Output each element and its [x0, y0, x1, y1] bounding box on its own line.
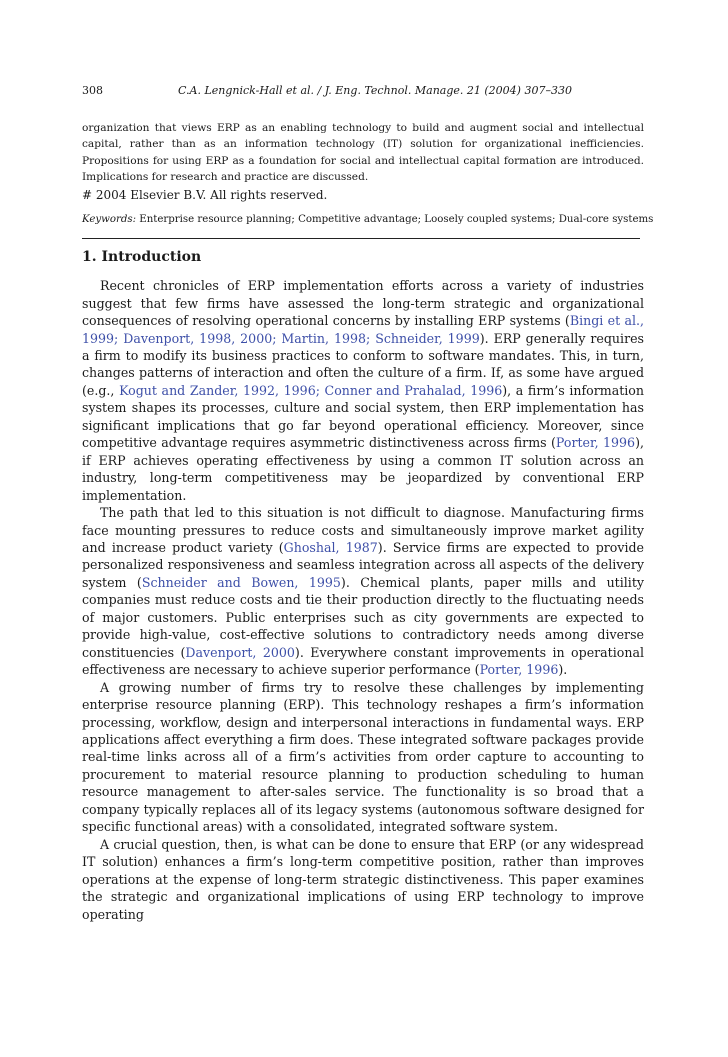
running-title: C.A. Lengnick-Hall et al. / J. Eng. Technol. Manage. 21 (2004) 307–330 [178, 84, 572, 97]
keywords-text: Enterprise resource planning; Competitive advantage; Loosely coupled systems; Dual-core systems [139, 214, 654, 226]
citation-link[interactable]: Davenport, 2000 [185, 644, 295, 660]
p2-text-2: ). Service firms are expected to provide personalized responsiveness and seamless integration across all aspects of the delivery system ( [82, 539, 645, 590]
citation-link[interactable]: Ghoshal, 1987 [283, 539, 378, 555]
paragraph-3: A growing number of firms try to resolve these challenges by implementing enterprise resource planning (ERP). This technology reshapes a firm’s information processing, workflow, design and interpersonal interactions in fundamental ways. ERP applications affect everything a firm does. These integrated software packages provide real-time links across all of a firm’s activities from order capture to accounting to procurement to material resource planning to production scheduling to human resource management to after-sales service. The functionality is so broad that a company typically replaces all of its legacy systems (autonomous software designed for specific functional areas) with a consolidated, integrated software system. [82, 679, 644, 835]
p2-text-4: ). Everywhere constant improvements in operational effectiveness are necessary to achieve superior performance ( [82, 644, 644, 678]
paragraph-1 [82, 277, 644, 504]
p1-text-1: Recent chronicles of ERP implementation efforts across a variety of industries suggest that few firms have assessed the long-term strategic and organizational consequences of resolving operational concerns by installing ERP systems ( [82, 278, 644, 329]
citation-link[interactable]: Bingi et al., 1999; Davenport, 1998, 2000; Martin, 1998; Schneider, 1999 [82, 313, 645, 346]
citation-link[interactable]: Schneider and Bowen, 1995 [141, 574, 341, 590]
section-divider [82, 238, 640, 239]
section-heading: 1. Introduction [82, 249, 202, 266]
page-number: 308 [82, 84, 103, 97]
p1-text-4: ), if ERP achieves operating effectiveness by using a common IT solution across an industry, long-term competitiveness may be jeopardized by conventional ERP implementation. [82, 435, 644, 503]
citation-link[interactable]: Porter, 1996 [479, 662, 559, 678]
keywords-line [82, 212, 654, 228]
keywords-label: Keywords: [82, 214, 137, 226]
p2-text-1: The path that led to this situation is not difficult to diagnose. Manufacturing firms face mounting pressures to reduce costs and simultaneously improve market agility and increase product variety ( [82, 505, 644, 555]
copyright-notice: # 2004 Elsevier B.V. All rights reserved. [82, 188, 328, 203]
p2-text-5: ). [558, 662, 568, 678]
journal-page [82, 84, 654, 923]
running-header [82, 84, 644, 102]
section-body [82, 277, 644, 923]
paragraph-4: A crucial question, then, is what can be done to ensure that ERP (or any widespread IT solution) enhances a firm’s long-term competitive position, rather than improves operations at the expense of long-term strategic distinctiveness. This paper examines the strategic and organizational implications of using ERP technology to improve operating [82, 836, 644, 922]
citation-link[interactable]: Porter, 1996 [555, 435, 636, 451]
p1-text-2: ). ERP generally requires a firm to modify its business practices to conform to software mandates. This, in turn, changes patterns of interaction and often the culture of a firm. If, as some have argued (e.g., [82, 330, 644, 398]
abstract-tail: organization that views ERP as an enabling technology to build and augment social and intellectual capital, rather than as an information technology (IT) solution for organizational inefficiencies. Propositions for using ERP as a foundation for social and intellectual capital formation are introduced. Implications for research and practice are discussed. [82, 122, 644, 183]
citation-link[interactable]: Kogut and Zander, 1992, 1996; Conner and Prahalad, 1996 [119, 382, 503, 398]
p1-text-3: ), a firm’s information system shapes its processes, culture and social system, then ERP implementation has significant implications that go far beyond operational efficiency. Moreover, since competitive advantage requires asymmetric distinctiveness across firms ( [82, 382, 644, 451]
paragraph-2 [82, 504, 644, 679]
p2-text-3: ). Chemical plants, paper mills and utility companies must reduce costs and tie their production directly to the fluctuating needs of major customers. Public enterprises such as city governments are expected to provide high-value, cost-effective solutions to contradictory needs among diverse constituencies ( [82, 574, 644, 660]
